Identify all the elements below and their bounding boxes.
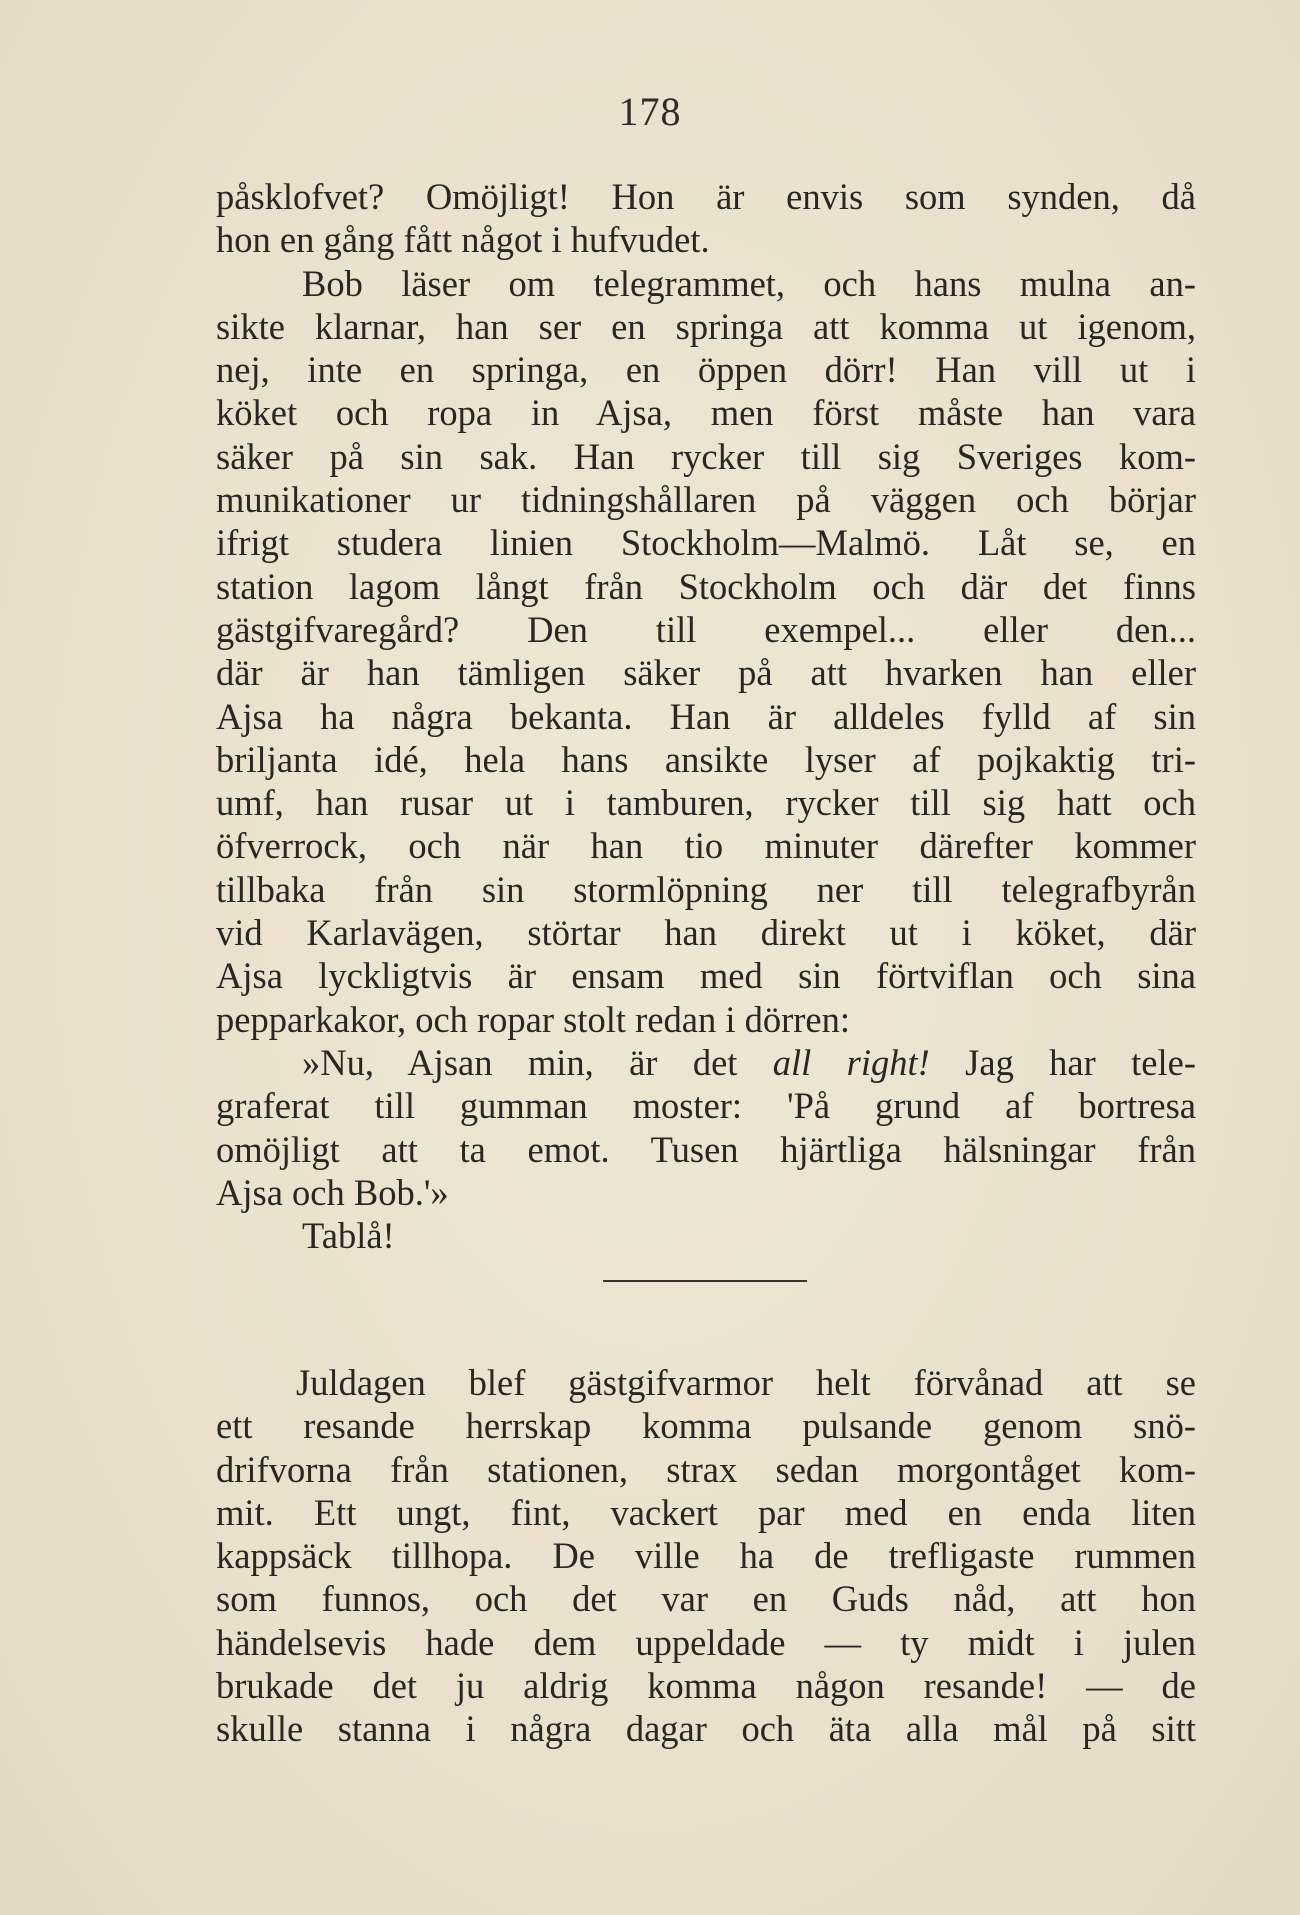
lower-paragraph-lines	[216, 1361, 1196, 1751]
quote-text-italic: all right!	[772, 1041, 930, 1083]
text-line: öfverrock, och när han tio minuter därefter kommer	[216, 825, 1196, 867]
text-line: kappsäck tillhopa. De ville ha de trefligaste rummen	[216, 1535, 1196, 1577]
text-line: Ajsa lyckligtvis är ensam med sin förtviflan och sina	[216, 955, 1196, 997]
text-line: gästgifvaregård? Den till exempel... eller den...	[216, 608, 1196, 650]
text-line: tillbaka från sin stormlöpning ner till telegrafbyrån	[216, 868, 1196, 910]
text-line: umf, han rusar ut i tamburen, rycker till sig hatt och	[216, 782, 1196, 824]
text-block-upper	[216, 175, 1196, 1257]
text-line: pepparkakor, och ropar stolt redan i dörren:	[216, 998, 851, 1040]
text-line: där är han tämligen säker på att hvarken han eller	[216, 652, 1196, 694]
text-line: graferat till gumman moster: 'På grund af bortresa	[216, 1085, 1196, 1127]
page-number: 178	[618, 89, 682, 134]
text-line: som funnos, och det var en Guds nåd, att hon	[216, 1578, 1196, 1620]
text-line: skulle stanna i några dagar och äta alla mål på sitt	[216, 1708, 1196, 1750]
text-line: Bob läser om telegrammet, och hans mulna an-	[302, 262, 1196, 304]
text-line: omöjligt att ta emot. Tusen hjärtliga hälsningar från	[216, 1128, 1196, 1170]
text-line: vid Karlavägen, störtar han direkt ut i köket, där	[216, 912, 1196, 954]
text-line: Tablå!	[302, 1215, 395, 1257]
text-line: Ajsa ha några bekanta. Han är alldeles fylld af sin	[216, 695, 1196, 737]
text-line: händelsevis hade dem uppeldade — ty midt i julen	[216, 1621, 1196, 1663]
text-line: station lagom långt från Stockholm och där det finns	[216, 565, 1196, 607]
text-line: Ajsa och Bob.'»	[216, 1171, 449, 1213]
text-line: sikte klarnar, han ser en springa att komma ut igenom,	[216, 305, 1196, 347]
text-line: säker på sin sak. Han rycker till sig Sveriges kom-	[216, 435, 1196, 477]
text-line: drifvorna från stationen, strax sedan morgontåget kom-	[216, 1448, 1196, 1490]
quote-text-before: »Nu, Ajsan min, är det	[302, 1041, 773, 1083]
text-line: mit. Ett ungt, fint, vackert par med en enda liten	[216, 1491, 1196, 1533]
text-line: nej, inte en springa, en öppen dörr! Han vill ut i	[216, 349, 1196, 391]
text-line: köket och ropa in Ajsa, men först måste han vara	[216, 392, 1196, 434]
upper-paragraph-tail-lines	[216, 1084, 1196, 1257]
quote-text-after: Jag har tele-	[929, 1041, 1196, 1083]
text-line: Juldagen blef gästgifvarmor helt förvånad att se	[296, 1362, 1196, 1403]
upper-paragraph-lines	[216, 175, 1196, 1041]
text-line: brukade det ju aldrig komma någon resande! — de	[216, 1665, 1196, 1707]
text-line: ifrigt studera linien Stockholm—Malmö. Låt se, en	[216, 522, 1196, 564]
text-block-lower	[216, 1361, 1196, 1751]
text-line-quote	[216, 1041, 1196, 1084]
text-line: påsklofvet? Omöjligt! Hon är envis som synden, då	[216, 176, 1196, 217]
text-line: munikationer ur tidningshållaren på väggen och börjar	[216, 479, 1196, 521]
text-line: briljanta idé, hela hans ansikte lyser af pojkaktig tri-	[216, 738, 1196, 780]
section-divider	[603, 1280, 807, 1282]
text-line: ett resande herrskap komma pulsande genom snö-	[216, 1405, 1196, 1447]
text-line: hon en gång fått något i hufvudet.	[216, 219, 710, 261]
